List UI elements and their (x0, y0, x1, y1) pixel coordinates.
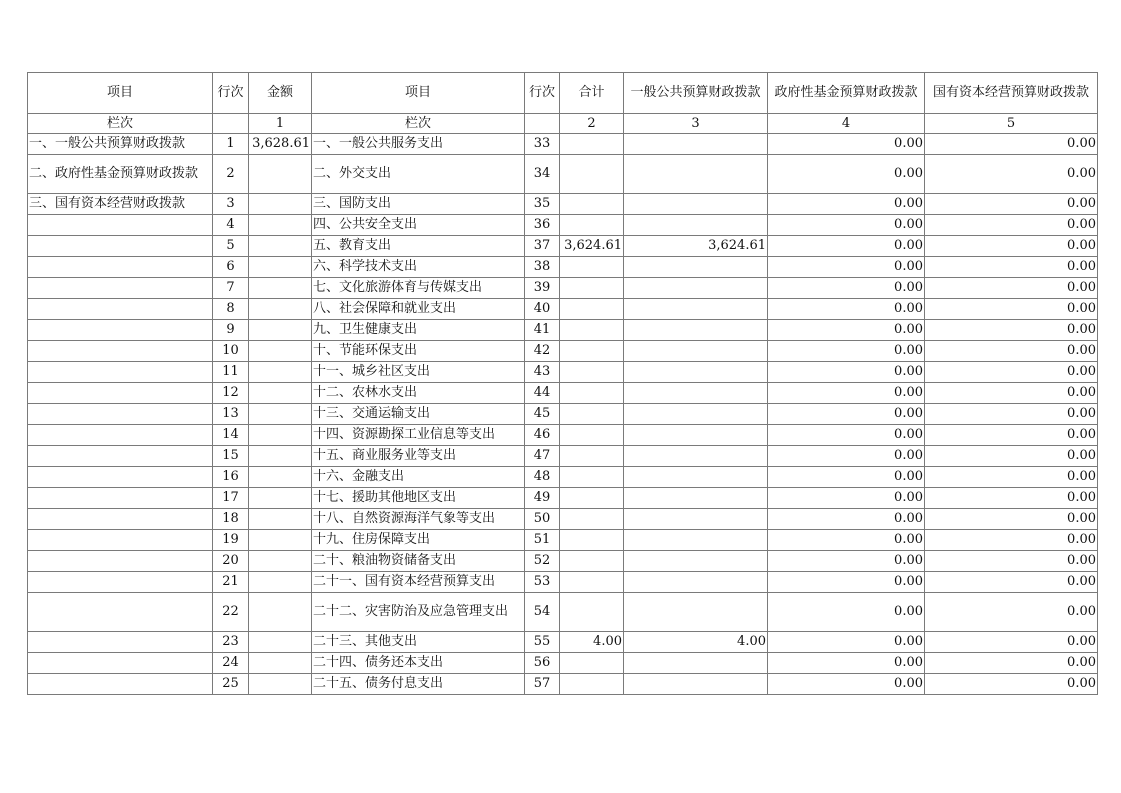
total-cell (560, 674, 624, 695)
gov-fund-budget-cell: 0.00 (768, 362, 925, 383)
income-item-cell: 二、政府性基金预算财政拨款 (28, 155, 213, 194)
general-budget-cell (624, 404, 768, 425)
state-capital-budget-cell: 0.00 (925, 467, 1098, 488)
income-item-cell (28, 446, 213, 467)
total-cell (560, 572, 624, 593)
expense-item-cell: 十五、商业服务业等支出 (312, 446, 525, 467)
gov-fund-budget-cell: 0.00 (768, 653, 925, 674)
line-no-cell: 22 (213, 593, 249, 632)
amount-cell (249, 362, 312, 383)
general-budget-cell (624, 194, 768, 215)
table-row (28, 134, 1098, 155)
column-index-5: 5 (925, 114, 1098, 134)
table-row (28, 488, 1098, 509)
state-capital-budget-cell: 0.00 (925, 530, 1098, 551)
total-cell (560, 215, 624, 236)
table-row (28, 155, 1098, 194)
expense-item-cell: 十七、援助其他地区支出 (312, 488, 525, 509)
state-capital-budget-cell: 0.00 (925, 362, 1098, 383)
total-cell (560, 299, 624, 320)
amount-cell (249, 257, 312, 278)
income-item-cell (28, 593, 213, 632)
line-no-2-cell: 51 (525, 530, 560, 551)
amount-cell (249, 383, 312, 404)
header-line-no: 行次 (213, 73, 249, 114)
total-cell (560, 155, 624, 194)
line-no-cell: 16 (213, 467, 249, 488)
table-row (28, 341, 1098, 362)
table-row (28, 383, 1098, 404)
expense-item-cell: 二十四、债务还本支出 (312, 653, 525, 674)
gov-fund-budget-cell: 0.00 (768, 341, 925, 362)
line-no-2-cell: 34 (525, 155, 560, 194)
amount-cell (249, 299, 312, 320)
line-no-2-cell: 56 (525, 653, 560, 674)
total-cell: 4.00 (560, 632, 624, 653)
total-cell: 3,624.61 (560, 236, 624, 257)
income-item-cell (28, 488, 213, 509)
total-cell (560, 257, 624, 278)
expense-item-cell: 五、教育支出 (312, 236, 525, 257)
expense-item-cell: 二、外交支出 (312, 155, 525, 194)
table-row (28, 425, 1098, 446)
income-item-cell (28, 320, 213, 341)
table-row (28, 362, 1098, 383)
line-no-2-cell: 53 (525, 572, 560, 593)
total-cell (560, 404, 624, 425)
general-budget-cell (624, 488, 768, 509)
general-budget-cell (624, 551, 768, 572)
expense-item-cell: 四、公共安全支出 (312, 215, 525, 236)
gov-fund-budget-cell: 0.00 (768, 593, 925, 632)
income-item-cell (28, 362, 213, 383)
amount-cell (249, 509, 312, 530)
table-body (28, 134, 1098, 695)
general-budget-cell (624, 299, 768, 320)
income-item-cell (28, 467, 213, 488)
line-no-cell: 15 (213, 446, 249, 467)
total-cell (560, 488, 624, 509)
gov-fund-budget-cell: 0.00 (768, 278, 925, 299)
amount-cell (249, 341, 312, 362)
general-budget-cell (624, 593, 768, 632)
fiscal-appropriation-table (27, 72, 1098, 695)
gov-fund-budget-cell: 0.00 (768, 215, 925, 236)
header-row (28, 73, 1098, 114)
line-no-2-cell: 49 (525, 488, 560, 509)
state-capital-budget-cell: 0.00 (925, 509, 1098, 530)
general-budget-cell (624, 362, 768, 383)
line-no-2-cell: 40 (525, 299, 560, 320)
gov-fund-budget-cell: 0.00 (768, 155, 925, 194)
table-row (28, 236, 1098, 257)
total-cell (560, 425, 624, 446)
line-no-2-cell: 48 (525, 467, 560, 488)
expense-item-cell: 二十二、灾害防治及应急管理支出 (312, 593, 525, 632)
table-row (28, 215, 1098, 236)
amount-cell (249, 488, 312, 509)
line-no-cell: 24 (213, 653, 249, 674)
income-item-cell: 三、国有资本经营财政拨款 (28, 194, 213, 215)
line-no-2-cell: 52 (525, 551, 560, 572)
table-row (28, 572, 1098, 593)
state-capital-budget-cell: 0.00 (925, 194, 1098, 215)
line-no-2-cell: 57 (525, 674, 560, 695)
general-budget-cell (624, 446, 768, 467)
amount-cell (249, 236, 312, 257)
expense-item-cell: 十四、资源勘探工业信息等支出 (312, 425, 525, 446)
total-cell (560, 530, 624, 551)
general-budget-cell (624, 257, 768, 278)
general-budget-cell (624, 572, 768, 593)
line-no-cell: 8 (213, 299, 249, 320)
total-cell (560, 194, 624, 215)
line-no-cell: 12 (213, 383, 249, 404)
expense-item-cell: 十八、自然资源海洋气象等支出 (312, 509, 525, 530)
gov-fund-budget-cell: 0.00 (768, 134, 925, 155)
general-budget-cell: 3,624.61 (624, 236, 768, 257)
income-item-cell (28, 236, 213, 257)
state-capital-budget-cell: 0.00 (925, 134, 1098, 155)
general-budget-cell: 4.00 (624, 632, 768, 653)
state-capital-budget-cell: 0.00 (925, 257, 1098, 278)
expense-item-cell: 十三、交通运输支出 (312, 404, 525, 425)
line-no-2-cell: 37 (525, 236, 560, 257)
table-row (28, 320, 1098, 341)
total-cell (560, 467, 624, 488)
column-index-label: 栏次 (28, 114, 213, 134)
line-no-2-cell: 45 (525, 404, 560, 425)
expense-item-cell: 七、文化旅游体育与传媒支出 (312, 278, 525, 299)
table-row (28, 551, 1098, 572)
column-index-2: 2 (560, 114, 624, 134)
state-capital-budget-cell: 0.00 (925, 488, 1098, 509)
general-budget-cell (624, 134, 768, 155)
line-no-2-cell: 50 (525, 509, 560, 530)
amount-cell (249, 572, 312, 593)
line-no-2-cell: 39 (525, 278, 560, 299)
line-no-cell: 23 (213, 632, 249, 653)
line-no-cell: 6 (213, 257, 249, 278)
expense-item-cell: 二十一、国有资本经营预算支出 (312, 572, 525, 593)
amount-cell (249, 653, 312, 674)
table-row (28, 278, 1098, 299)
income-item-cell (28, 404, 213, 425)
line-no-cell: 1 (213, 134, 249, 155)
table-row (28, 653, 1098, 674)
general-budget-cell (624, 530, 768, 551)
line-no-cell: 4 (213, 215, 249, 236)
line-no-2-cell: 55 (525, 632, 560, 653)
state-capital-budget-cell: 0.00 (925, 572, 1098, 593)
expense-item-cell: 三、国防支出 (312, 194, 525, 215)
state-capital-budget-cell: 0.00 (925, 404, 1098, 425)
income-item-cell (28, 509, 213, 530)
gov-fund-budget-cell: 0.00 (768, 674, 925, 695)
column-index-4: 4 (768, 114, 925, 134)
line-no-cell: 13 (213, 404, 249, 425)
table-row (28, 674, 1098, 695)
line-no-cell: 14 (213, 425, 249, 446)
general-budget-cell (624, 278, 768, 299)
amount-cell (249, 278, 312, 299)
table-row (28, 509, 1098, 530)
gov-fund-budget-cell: 0.00 (768, 509, 925, 530)
gov-fund-budget-cell: 0.00 (768, 551, 925, 572)
header-state-capital-budget: 国有资本经营预算财政拨款 (925, 73, 1098, 114)
table-row (28, 593, 1098, 632)
state-capital-budget-cell: 0.00 (925, 236, 1098, 257)
state-capital-budget-cell: 0.00 (925, 155, 1098, 194)
amount-cell (249, 632, 312, 653)
expense-item-cell: 十六、金融支出 (312, 467, 525, 488)
income-item-cell (28, 551, 213, 572)
total-cell (560, 278, 624, 299)
amount-cell (249, 404, 312, 425)
total-cell (560, 509, 624, 530)
total-cell (560, 653, 624, 674)
line-no-2-cell: 44 (525, 383, 560, 404)
line-no-cell: 17 (213, 488, 249, 509)
income-item-cell (28, 674, 213, 695)
line-no-cell: 2 (213, 155, 249, 194)
amount-cell: 3,628.61 (249, 134, 312, 155)
expense-item-cell: 十九、住房保障支出 (312, 530, 525, 551)
amount-cell (249, 446, 312, 467)
state-capital-budget-cell: 0.00 (925, 320, 1098, 341)
income-item-cell (28, 341, 213, 362)
header-gov-fund-budget: 政府性基金预算财政拨款 (768, 73, 925, 114)
general-budget-cell (624, 509, 768, 530)
amount-cell (249, 320, 312, 341)
general-budget-cell (624, 467, 768, 488)
amount-cell (249, 674, 312, 695)
gov-fund-budget-cell: 0.00 (768, 383, 925, 404)
table-row (28, 299, 1098, 320)
general-budget-cell (624, 425, 768, 446)
total-cell (560, 320, 624, 341)
table-row (28, 194, 1098, 215)
table-row (28, 404, 1098, 425)
gov-fund-budget-cell: 0.00 (768, 404, 925, 425)
gov-fund-budget-cell: 0.00 (768, 488, 925, 509)
total-cell (560, 551, 624, 572)
total-cell (560, 341, 624, 362)
state-capital-budget-cell: 0.00 (925, 299, 1098, 320)
income-item-cell (28, 278, 213, 299)
line-no-2-cell: 35 (525, 194, 560, 215)
gov-fund-budget-cell: 0.00 (768, 194, 925, 215)
income-item-cell (28, 383, 213, 404)
amount-cell (249, 155, 312, 194)
line-no-cell: 3 (213, 194, 249, 215)
expense-item-cell: 二十、粮油物资储备支出 (312, 551, 525, 572)
line-no-2-cell: 33 (525, 134, 560, 155)
amount-cell (249, 215, 312, 236)
amount-cell (249, 530, 312, 551)
table-row (28, 467, 1098, 488)
gov-fund-budget-cell: 0.00 (768, 632, 925, 653)
header-total: 合计 (560, 73, 624, 114)
expense-item-cell: 八、社会保障和就业支出 (312, 299, 525, 320)
state-capital-budget-cell: 0.00 (925, 593, 1098, 632)
line-no-2-cell: 36 (525, 215, 560, 236)
line-no-cell: 25 (213, 674, 249, 695)
gov-fund-budget-cell: 0.00 (768, 467, 925, 488)
budget-table-sheet (27, 72, 1097, 695)
line-no-cell: 9 (213, 320, 249, 341)
amount-cell (249, 425, 312, 446)
expense-item-cell: 一、一般公共服务支出 (312, 134, 525, 155)
line-no-2-cell: 41 (525, 320, 560, 341)
state-capital-budget-cell: 0.00 (925, 341, 1098, 362)
income-item-cell (28, 299, 213, 320)
gov-fund-budget-cell: 0.00 (768, 299, 925, 320)
state-capital-budget-cell: 0.00 (925, 551, 1098, 572)
state-capital-budget-cell: 0.00 (925, 674, 1098, 695)
line-no-cell: 10 (213, 341, 249, 362)
line-no-2-cell: 46 (525, 425, 560, 446)
gov-fund-budget-cell: 0.00 (768, 572, 925, 593)
header-line-no-2: 行次 (525, 73, 560, 114)
line-no-cell: 7 (213, 278, 249, 299)
gov-fund-budget-cell: 0.00 (768, 320, 925, 341)
amount-cell (249, 593, 312, 632)
line-no-2-cell: 42 (525, 341, 560, 362)
table-row (28, 632, 1098, 653)
total-cell (560, 593, 624, 632)
line-no-cell: 19 (213, 530, 249, 551)
income-item-cell: 一、一般公共预算财政拨款 (28, 134, 213, 155)
column-index-blank-2 (525, 114, 560, 134)
total-cell (560, 134, 624, 155)
total-cell (560, 383, 624, 404)
state-capital-budget-cell: 0.00 (925, 632, 1098, 653)
line-no-cell: 20 (213, 551, 249, 572)
gov-fund-budget-cell: 0.00 (768, 425, 925, 446)
expense-item-cell: 九、卫生健康支出 (312, 320, 525, 341)
expense-item-cell: 六、科学技术支出 (312, 257, 525, 278)
total-cell (560, 362, 624, 383)
column-index-3: 3 (624, 114, 768, 134)
expense-item-cell: 十、节能环保支出 (312, 341, 525, 362)
income-item-cell (28, 425, 213, 446)
income-item-cell (28, 530, 213, 551)
expense-item-cell: 二十三、其他支出 (312, 632, 525, 653)
state-capital-budget-cell: 0.00 (925, 653, 1098, 674)
gov-fund-budget-cell: 0.00 (768, 257, 925, 278)
line-no-cell: 21 (213, 572, 249, 593)
general-budget-cell (624, 653, 768, 674)
income-item-cell (28, 632, 213, 653)
amount-cell (249, 551, 312, 572)
general-budget-cell (624, 341, 768, 362)
income-item-cell (28, 257, 213, 278)
state-capital-budget-cell: 0.00 (925, 215, 1098, 236)
state-capital-budget-cell: 0.00 (925, 278, 1098, 299)
general-budget-cell (624, 155, 768, 194)
expense-item-cell: 十二、农林水支出 (312, 383, 525, 404)
gov-fund-budget-cell: 0.00 (768, 530, 925, 551)
header-expense-item: 项目 (312, 73, 525, 114)
gov-fund-budget-cell: 0.00 (768, 446, 925, 467)
column-index-1: 1 (249, 114, 312, 134)
column-index-row (28, 114, 1098, 134)
line-no-2-cell: 38 (525, 257, 560, 278)
line-no-cell: 18 (213, 509, 249, 530)
column-index-label-2: 栏次 (312, 114, 525, 134)
state-capital-budget-cell: 0.00 (925, 446, 1098, 467)
table-row (28, 446, 1098, 467)
general-budget-cell (624, 320, 768, 341)
state-capital-budget-cell: 0.00 (925, 383, 1098, 404)
header-amount: 金额 (249, 73, 312, 114)
line-no-2-cell: 43 (525, 362, 560, 383)
income-item-cell (28, 215, 213, 236)
header-income-item: 项目 (28, 73, 213, 114)
line-no-cell: 11 (213, 362, 249, 383)
general-budget-cell (624, 674, 768, 695)
general-budget-cell (624, 215, 768, 236)
income-item-cell (28, 653, 213, 674)
line-no-2-cell: 47 (525, 446, 560, 467)
column-index-blank (213, 114, 249, 134)
total-cell (560, 446, 624, 467)
expense-item-cell: 十一、城乡社区支出 (312, 362, 525, 383)
gov-fund-budget-cell: 0.00 (768, 236, 925, 257)
amount-cell (249, 467, 312, 488)
income-item-cell (28, 572, 213, 593)
header-general-budget: 一般公共预算财政拨款 (624, 73, 768, 114)
line-no-cell: 5 (213, 236, 249, 257)
general-budget-cell (624, 383, 768, 404)
table-row (28, 257, 1098, 278)
line-no-2-cell: 54 (525, 593, 560, 632)
table-row (28, 530, 1098, 551)
expense-item-cell: 二十五、债务付息支出 (312, 674, 525, 695)
amount-cell (249, 194, 312, 215)
state-capital-budget-cell: 0.00 (925, 425, 1098, 446)
